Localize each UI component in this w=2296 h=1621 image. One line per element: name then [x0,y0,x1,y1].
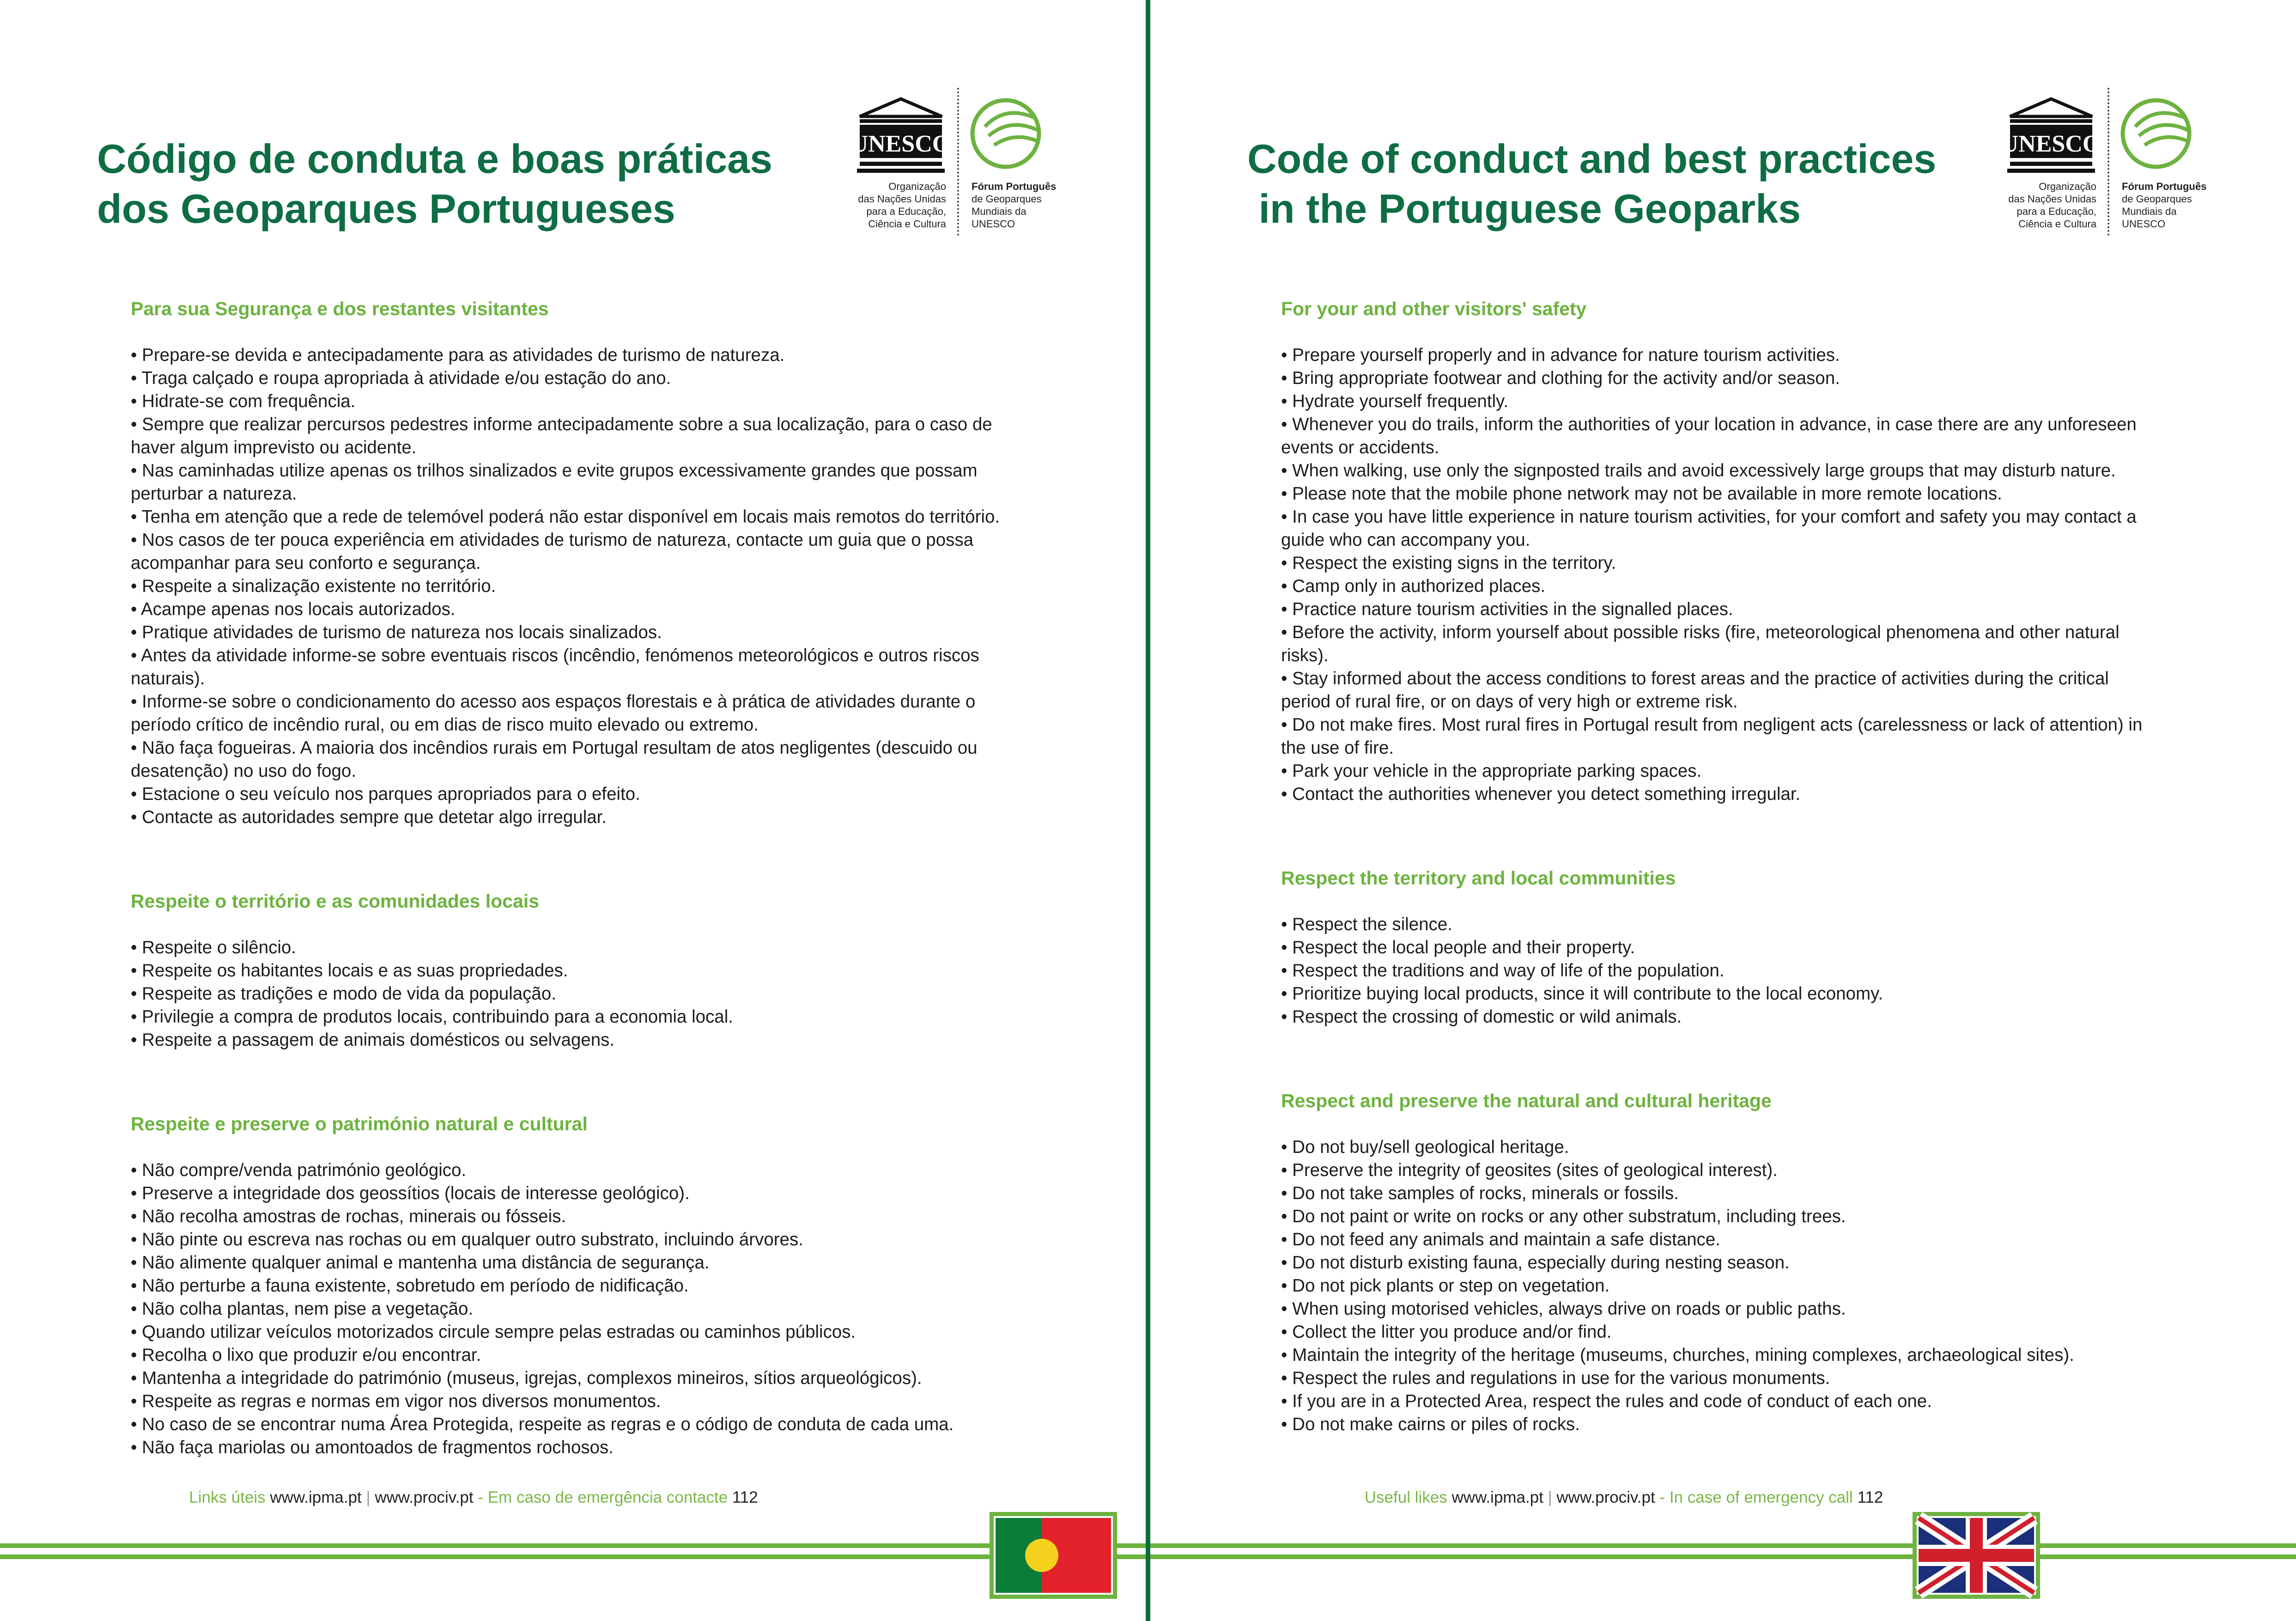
footer-emergency-number: 112 [732,1488,758,1506]
list-item: • Respeite as tradições e modo de vida da população. [131,984,556,1004]
list-item: • If you are in a Protected Area, respect the rules and code of conduct of each one. [1281,1391,1932,1411]
list-item: guide who can accompany you. [1281,530,1531,550]
list-item: • Before the activity, inform yourself about possible risks (fire, meteorological phenomena and other natural [1281,622,2120,642]
list-item: • Quando utilizar veículos motorizados circule sempre pelas estradas ou caminhos públicos. [131,1322,856,1342]
section-title: Respect and preserve the natural and cultural heritage [1281,1090,1772,1111]
footer-links-label: Links úteis [189,1488,266,1506]
list-item: • Do not buy/sell geological heritage. [1281,1137,1569,1157]
list-item: • Prepare yourself properly and in advance for nature tourism activities. [1281,345,1840,365]
list-item: • When using motorised vehicles, always drive on roads or public paths. [1281,1299,1846,1319]
geoparks-forum-caption: Fórum Português de Geoparques Mundiais da UNESCO [972,181,1057,230]
list-item: • Respect the local people and their property. [1281,938,1635,957]
list-item: período crítico de incêndio rural, ou em dias de risco muito elevado ou extremo. [131,715,759,735]
list-item: acompanhar para seu conforto e segurança. [131,553,481,573]
list-item: • Respeite as regras e normas em vigor nos diversos monumentos. [131,1391,661,1411]
list-item: • Estacione o seu veículo nos parques apropriados para o efeito. [131,784,640,804]
unesco-geoparks-logo [841,83,1081,240]
list-item: • Practice nature tourism activities in the signalled places. [1281,599,1733,619]
footer-stripe [0,1554,1146,1559]
list-item: • When walking, use only the signposted trails and avoid excessively large groups that may disturb nature. [1281,461,2116,481]
list-item: • Camp only in authorized places. [1281,576,1546,596]
unesco-geoparks-logo [1991,83,2231,240]
list-item: • Não compre/venda património geológico. [131,1160,467,1180]
logo-dotted-separator [957,88,959,236]
bullet-list [1281,913,2205,1029]
list-item: • Do not take samples of rocks, minerals or fossils. [1281,1183,1679,1203]
list-item: • Prioritize buying local products, since it will contribute to the local economy. [1281,984,1883,1004]
bullet-list [1281,344,2205,806]
footer-links [0,1487,947,1508]
section-title: Respect the territory and local communities [1281,867,1676,889]
list-item: • Privilegie a compra de produtos locais, contribuindo para a economia local. [131,1007,733,1027]
list-item: the use of fire. [1281,738,1394,758]
list-item: • Não faça mariolas ou amontoados de fragmentos rochosos. [131,1438,613,1457]
bullet-list [131,936,1055,1052]
list-item: risks). [1281,646,1329,665]
page-english [1150,0,2296,1621]
unesco-temple-logo-icon [850,97,951,176]
list-item: • Whenever you do trails, inform the authorities of your location in advance, in case there are any unforeseen [1281,414,2137,434]
list-item: • Não pinte ou escreva nas rochas ou em qualquer outro substrato, incluindo árvores. [131,1230,803,1249]
language-flag-uk[interactable] [1913,1512,2040,1599]
list-item: • Respeite os habitantes locais e as suas propriedades. [131,961,568,981]
list-item: • Contact the authorities whenever you detect something irregular. [1281,784,1801,804]
list-item: • Respeite o silêncio. [131,938,297,957]
list-item: • Pratique atividades de turismo de natureza nos locais sinalizados. [131,622,662,642]
footer-stripe [0,1543,1146,1548]
logo-dotted-separator [2108,88,2109,236]
list-item: • Do not pick plants or step on vegetation. [1281,1276,1610,1296]
footer-link-ipma[interactable]: www.ipma.pt [1452,1488,1543,1506]
page-portuguese [0,0,1146,1621]
list-item: • Bring appropriate footwear and clothing for the activity and/or season. [1281,368,1840,388]
uk-flag-icon [1919,1518,2034,1593]
footer-emergency-number: 112 [1857,1488,1883,1506]
list-item: • No caso de se encontrar numa Área Protegida, respeite as regras e o código de conduta de cada uma. [131,1414,954,1434]
page-title [97,134,772,234]
list-item: perturbar a natureza. [131,484,297,504]
list-item: period of rural fire, or on days of very high or extreme risk. [1281,692,1738,712]
list-item: • Respect the traditions and way of life of the population. [1281,961,1725,981]
title-line: in the Portuguese Geoparks [1247,186,1801,232]
section-title: Respeite o território e as comunidades locais [131,890,540,912]
title-line: Code of conduct and best practices [1247,136,1937,182]
list-item: • Hydrate yourself frequently. [1281,391,1509,411]
footer-link-prociv[interactable]: www.prociv.pt [375,1488,474,1506]
footer-emergency-label: - In case of emergency call [1659,1488,1853,1506]
list-item: • Stay informed about the access conditions to forest areas and the practice of activities during the critical [1281,669,2109,689]
footer-link-ipma[interactable]: www.ipma.pt [270,1488,362,1506]
unesco-temple-logo-icon [2001,97,2102,176]
list-item: • Não recolha amostras de rochas, minerais ou fósseis. [131,1207,566,1226]
content-column [131,296,1055,1518]
content-column [1281,296,2205,1495]
list-item: • Informe-se sobre o condicionamento do acesso aos espaços florestais e à prática de atividades durante o [131,692,976,712]
unesco-wordmark: UNESCO [850,131,951,157]
section-safety [1281,296,2205,806]
list-item: • Respect the rules and regulations in use for the various monuments. [1281,1368,1830,1388]
list-item: • Respect the crossing of domestic or wild animals. [1281,1007,1682,1027]
list-item: • Do not feed any animals and maintain a safe distance. [1281,1230,1720,1249]
list-item: events or accidents. [1281,438,1440,457]
footer-links [1150,1487,2097,1508]
list-item: • Do not make fires. Most rural fires in Portugal result from negligent acts (carelessness or lack of attention) in [1281,715,2143,735]
geoparks-forum-logo-icon [2117,94,2195,173]
list-item: desatenção) no uso do fogo. [131,761,357,781]
bullet-list [131,1159,1055,1459]
list-item: • Preserve a integridade dos geossítios (locais de interesse geológico). [131,1183,690,1203]
section-title: Respeite e preserve o património natural e cultural [131,1113,588,1134]
geoparks-forum-logo-icon [966,94,1045,173]
language-flag-portugal[interactable] [990,1512,1117,1599]
list-item: • Não alimente qualquer animal e mantenha uma distância de segurança. [131,1253,710,1273]
list-item: • Respect the silence. [1281,914,1452,934]
page-title [1247,134,1936,234]
portugal-flag-icon [996,1518,1111,1593]
section-heritage [131,1111,1055,1459]
bullet-list [131,344,1055,829]
footer-stripe [1150,1554,2296,1559]
list-item: • Do not disturb existing fauna, especially during nesting season. [1281,1253,1790,1273]
list-item: • Prepare-se devida e antecipadamente para as atividades de turismo de natureza. [131,345,785,365]
list-item: • Collect the litter you produce and/or find. [1281,1322,1612,1342]
list-item: • Contacte as autoridades sempre que detetar algo irregular. [131,807,607,827]
section-territory [1281,865,2205,1029]
list-item: • Respect the existing signs in the territory. [1281,553,1616,573]
section-safety [131,296,1055,829]
list-item: • Recolha o lixo que produzir e/ou encontrar. [131,1345,481,1365]
list-item: • Traga calçado e roupa apropriada à atividade e/ou estação do ano. [131,368,671,388]
list-item: • Mantenha a integridade do património (museus, igrejas, complexos mineiros, sítios arqueológicos). [131,1368,922,1388]
list-item: • In case you have little experience in nature tourism activities, for your comfort and safety you may contact a [1281,507,2137,527]
list-item: • Antes da atividade informe-se sobre eventuais riscos (incêndio, fenómenos meteorológicos e outros riscos [131,646,979,665]
footer-links-label: Useful likes [1364,1488,1447,1506]
list-item: • Acampe apenas nos locais autorizados. [131,599,456,619]
title-line: dos Geoparques Portugueses [97,186,675,232]
list-item: • Sempre que realizar percursos pedestres informe antecipadamente sobre a sua localização, para o caso de [131,414,992,434]
list-item: • Hidrate-se com frequência. [131,391,356,411]
bullet-list [1281,1136,2205,1436]
center-divider [1146,0,1150,1621]
list-item: • Não colha plantas, nem pise a vegetação. [131,1299,474,1319]
footer-separator: | [366,1488,371,1506]
list-item: haver algum imprevisto ou acidente. [131,438,417,457]
list-item: • Do not make cairns or piles of rocks. [1281,1414,1580,1434]
list-item: • Nas caminhadas utilize apenas os trilhos sinalizados e evite grupos excessivamente grandes que possam [131,461,978,481]
section-title: Para sua Segurança e dos restantes visitantes [131,298,549,319]
unesco-caption: Organização das Nações Unidas para a Educação, Ciência e Cultura [858,181,946,230]
section-territory [131,888,1055,1052]
geoparks-forum-caption: Fórum Português de Geoparques Mundiais da UNESCO [2122,181,2207,230]
title-line: Código de conduta e boas práticas [97,136,773,182]
list-item: • Respeite a sinalização existente no território. [131,576,496,596]
list-item: • Maintain the integrity of the heritage (museums, churches, mining complexes, archaeological sites). [1281,1345,2074,1365]
list-item: • Do not paint or write on rocks or any other substratum, including trees. [1281,1207,1846,1226]
list-item: • Tenha em atenção que a rede de telemóvel poderá não estar disponível em locais mais remotos do território. [131,507,1000,527]
list-item: • Preserve the integrity of geosites (sites of geological interest). [1281,1160,1778,1180]
list-item: • Nos casos de ter pouca experiência em atividades de turismo de natureza, contacte um guia que o possa [131,530,974,550]
list-item: • Não faça fogueiras. A maioria dos incêndios rurais em Portugal resultam de atos negligentes (descuido ou [131,738,978,758]
list-item: • Park your vehicle in the appropriate parking spaces. [1281,761,1702,781]
section-heritage [1281,1088,2205,1436]
footer-emergency-label: - Em caso de emergência contacte [478,1488,728,1506]
list-item: • Please note that the mobile phone network may not be available in more remote locations. [1281,484,2002,504]
list-item: naturais). [131,669,205,689]
unesco-wordmark: UNESCO [2001,131,2102,157]
section-title: For your and other visitors' safety [1281,298,1587,319]
list-item: • Respeite a passagem de animais domésticos ou selvagens. [131,1030,615,1050]
unesco-caption: Organização das Nações Unidas para a Educação, Ciência e Cultura [2008,181,2096,230]
footer-stripe [1150,1543,2296,1548]
footer-link-prociv[interactable]: www.prociv.pt [1556,1488,1655,1506]
footer-separator: | [1548,1488,1552,1506]
list-item: • Não perturbe a fauna existente, sobretudo em período de nidificação. [131,1276,689,1296]
